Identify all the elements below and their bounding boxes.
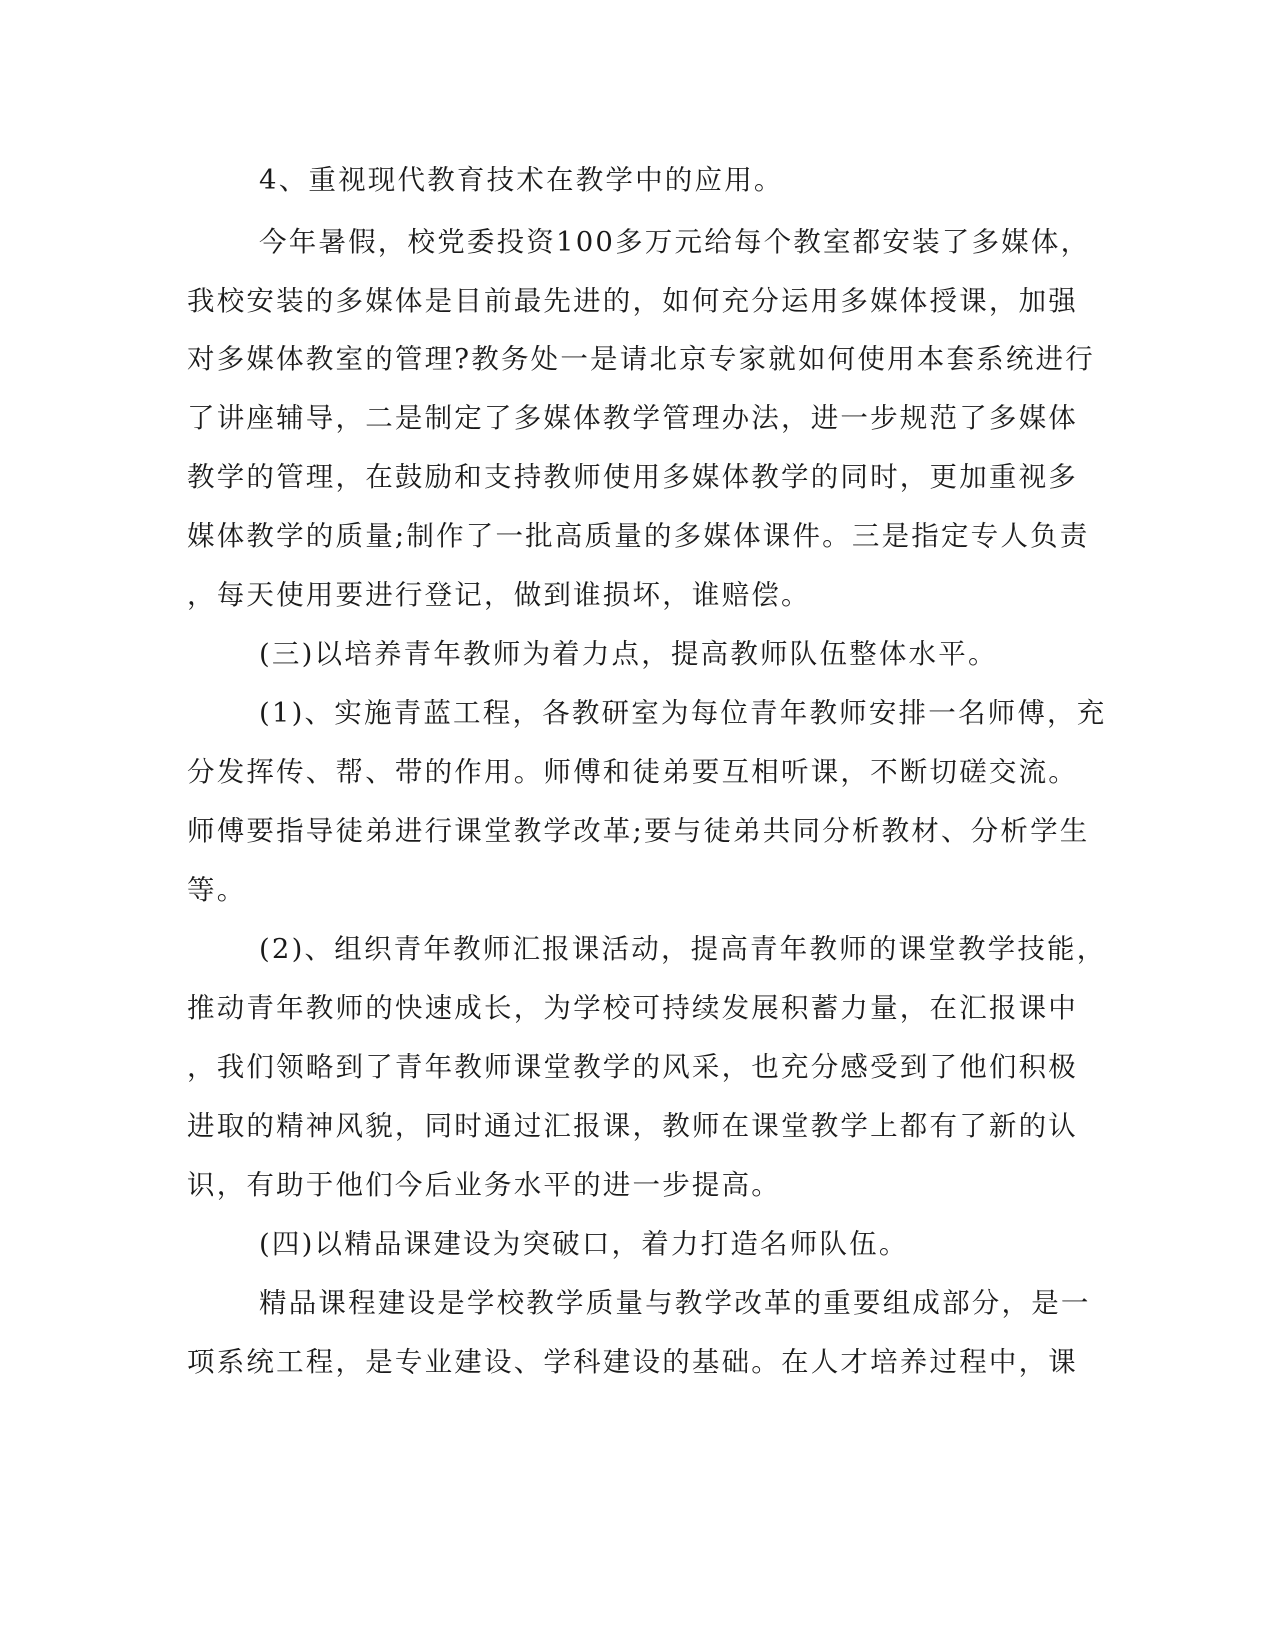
paragraph-line: 精品课程建设是学校教学质量与教学改革的重要组成部分，是一 (259, 1287, 1091, 1319)
paragraph-line: ，每天使用要进行登记，做到谁损坏，谁赔偿。 (187, 579, 811, 611)
paragraph-line: 等。 (187, 874, 247, 906)
paragraph-line: 推动青年教师的快速成长，为学校可持续发展积蓄力量，在汇报课中 (187, 992, 1078, 1024)
paragraph-line: ，我们领略到了青年教师课堂教学的风采，也充分感受到了他们积极 (187, 1051, 1078, 1083)
section-heading-4: (四)以精品课建设为突破口，着力打造名师队伍。 (259, 1228, 909, 1260)
paragraph-line: 我校安装的多媒体是目前最先进的，如何充分运用多媒体授课，加强 (187, 285, 1078, 317)
paragraph-line: 媒体教学的质量;制作了一批高质量的多媒体课件。三是指定专人负责 (187, 520, 1090, 552)
paragraph-line: (1)、实施青蓝工程，各教研室为每位青年教师安排一名师傅，充 (259, 697, 1107, 729)
paragraph-line: 对多媒体教室的管理?教务处一是请北京专家就如何使用本套系统进行 (187, 343, 1095, 375)
paragraph-line: 今年暑假，校党委投资100多万元给每个教室都安装了多媒体， (259, 226, 1091, 258)
paragraph-line: 项系统工程，是专业建设、学科建设的基础。在人才培养过程中，课 (187, 1346, 1078, 1378)
paragraph-line: 分发挥传、帮、带的作用。师傅和徒弟要互相听课，不断切磋交流。 (187, 756, 1078, 788)
paragraph-line: 进取的精神风貌，同时通过汇报课，教师在课堂教学上都有了新的认 (187, 1110, 1078, 1142)
heading-item-4: 4、重视现代教育技术在教学中的应用。 (259, 164, 784, 196)
paragraph-line: 识，有助于他们今后业务水平的进一步提高。 (187, 1169, 781, 1201)
paragraph-line: 教学的管理，在鼓励和支持教师使用多媒体教学的同时，更加重视多 (187, 461, 1078, 493)
paragraph-line: 了讲座辅导，二是制定了多媒体教学管理办法，进一步规范了多媒体 (187, 402, 1078, 434)
paragraph-line: (2)、组织青年教师汇报课活动，提高青年教师的课堂教学技能， (259, 933, 1107, 965)
section-heading-3: (三)以培养青年教师为着力点，提高教师队伍整体水平。 (259, 638, 998, 670)
paragraph-line: 师傅要指导徒弟进行课堂教学改革;要与徒弟共同分析教材、分析学生 (187, 815, 1090, 847)
